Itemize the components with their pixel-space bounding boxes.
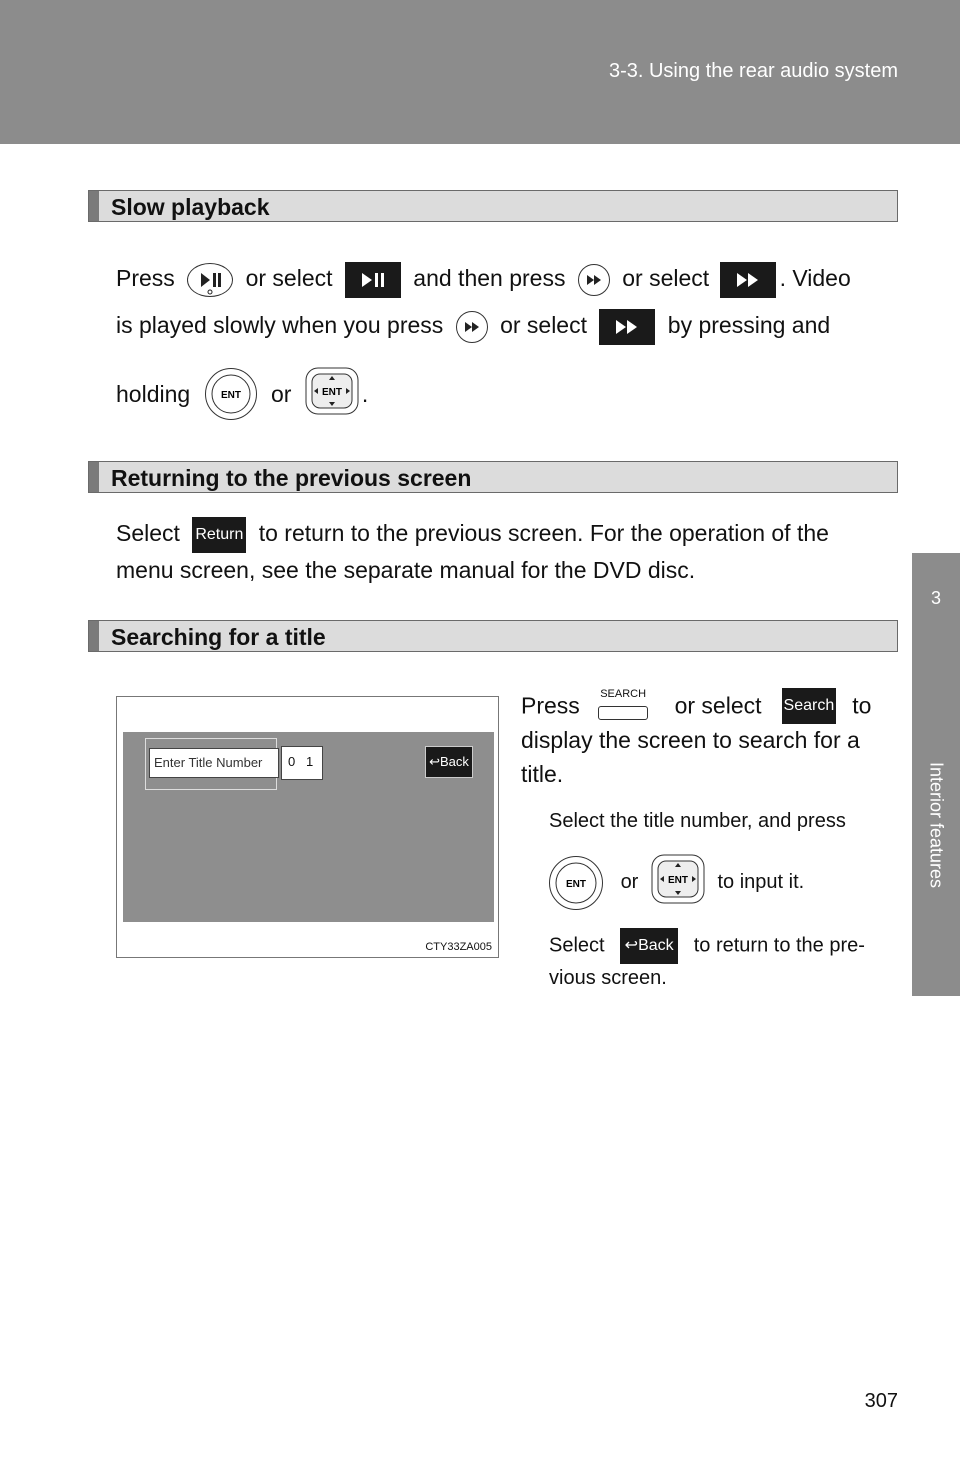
title-digit-1: 0 bbox=[288, 754, 296, 769]
svg-text:ENT: ENT bbox=[566, 878, 586, 890]
svg-text:ENT: ENT bbox=[667, 875, 688, 886]
search-screen bbox=[123, 732, 494, 922]
svg-text:ENT: ENT bbox=[220, 390, 241, 402]
title-number-label: Enter Title Number bbox=[149, 748, 279, 778]
search-note-2: ENT or ENT to input it. bbox=[549, 853, 804, 912]
search-screen-figure bbox=[116, 696, 499, 958]
title-number-field bbox=[281, 746, 323, 780]
chapter-number: 3 bbox=[930, 588, 941, 608]
svg-text:ENT: ENT bbox=[321, 387, 342, 398]
fast-forward-icon bbox=[578, 264, 610, 296]
fast-forward-button-icon bbox=[599, 309, 655, 345]
search-line-2: display the screen to search for a bbox=[521, 727, 860, 753]
search-button: Search bbox=[782, 688, 836, 724]
search-note-3: Select ↩Back to return to the pre- bbox=[549, 928, 865, 964]
search-line-3: title. bbox=[521, 761, 564, 787]
section-heading-returning: Returning to the previous screen bbox=[88, 461, 898, 493]
back-arrow-icon: ↩ bbox=[624, 937, 639, 954]
ent-knob-icon bbox=[205, 368, 257, 420]
search-line-1: Press SEARCH or select Search to bbox=[521, 688, 871, 724]
slow-line-3: holding ENT or ENT . bbox=[116, 366, 368, 423]
fast-forward-icon bbox=[456, 311, 488, 343]
ent-pad-icon bbox=[304, 366, 360, 423]
figure-id: CTY33ZA005 bbox=[425, 941, 492, 953]
search-note-4: vious screen. bbox=[549, 967, 667, 989]
play-pause-button-icon bbox=[345, 262, 401, 298]
ent-knob-icon bbox=[549, 856, 603, 910]
title-digit-2: 1 bbox=[306, 754, 314, 769]
chapter-label: Interior features bbox=[926, 761, 947, 889]
return-line-2: menu screen, see the separate manual for the DVD disc. bbox=[116, 557, 696, 583]
back-arrow-icon: ↩ bbox=[429, 754, 440, 769]
slow-line-2: is played slowly when you press or select by pressing and bbox=[116, 309, 830, 345]
return-line-1: Select Return to return to the previous screen. For the operation of the bbox=[116, 517, 829, 553]
section-heading-searching: Searching for a title bbox=[88, 620, 898, 652]
figure-back-button: ↩Back bbox=[425, 746, 473, 778]
header-title: 3-3. Using the rear audio system bbox=[608, 60, 898, 82]
search-key-icon: SEARCH bbox=[598, 688, 660, 724]
return-button: Return bbox=[192, 517, 246, 553]
play-pause-icon bbox=[187, 263, 233, 297]
slow-line-1: Press or select and then press or select . Video bbox=[116, 262, 851, 298]
ent-pad-icon bbox=[650, 853, 706, 912]
fast-forward-button-icon bbox=[720, 262, 776, 298]
page-number: 307 bbox=[864, 1390, 898, 1412]
search-note-1: Select the title number, and press bbox=[549, 810, 846, 832]
back-button: ↩Back bbox=[620, 928, 678, 964]
section-heading-slow-playback: Slow playback bbox=[88, 190, 898, 222]
